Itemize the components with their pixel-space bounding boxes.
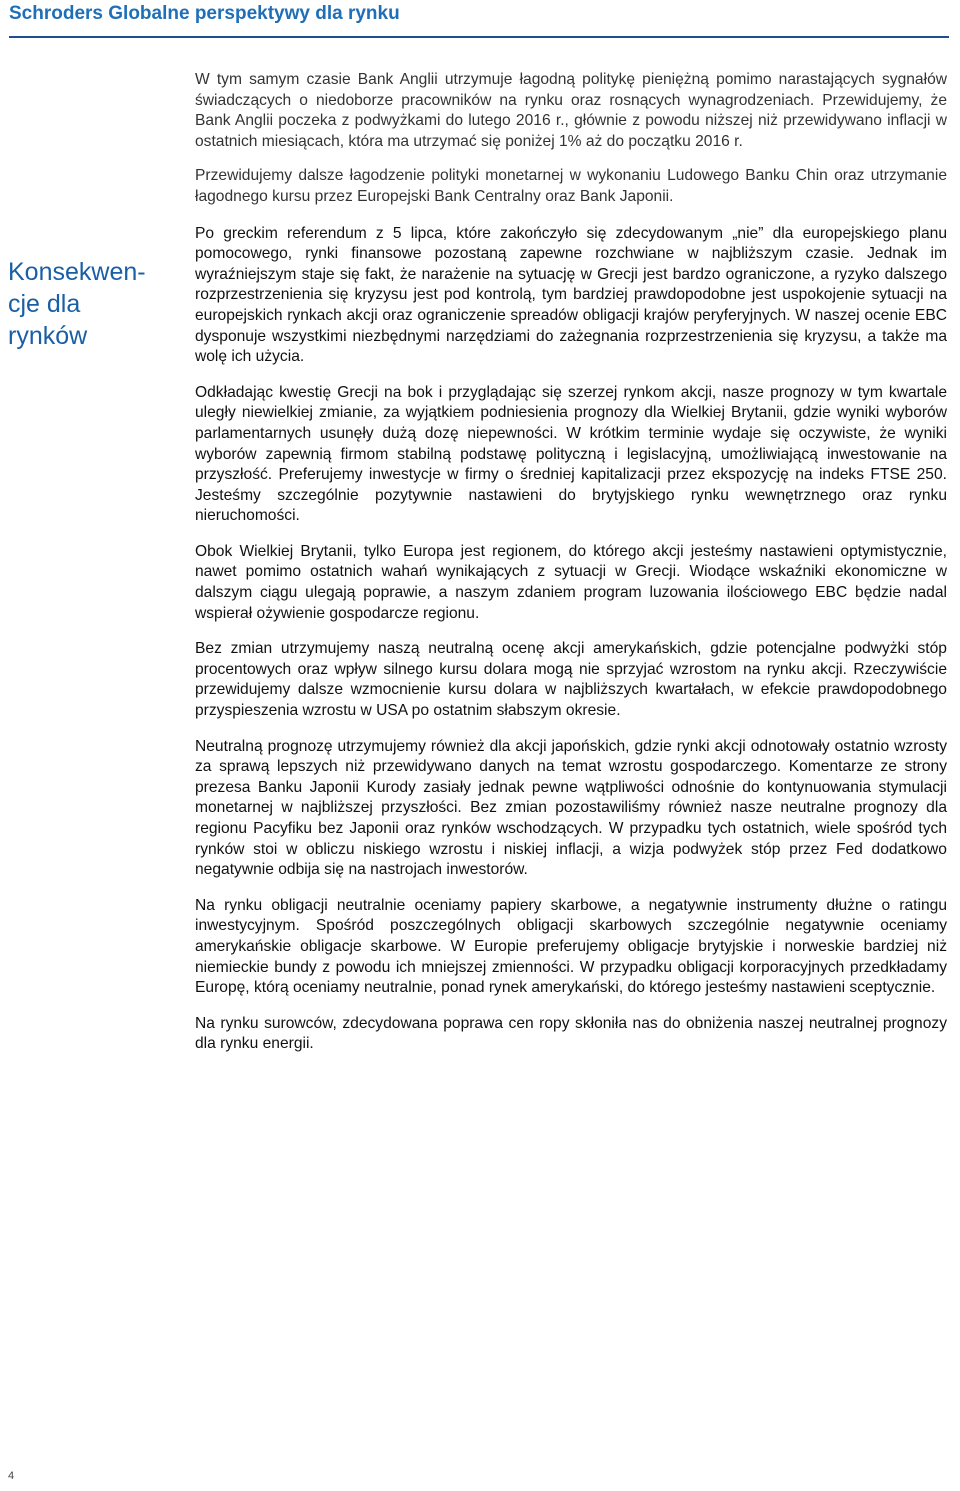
article-body	[195, 70, 947, 1070]
paragraph-us-equities: Bez zmian utrzymujemy naszą neutralną ocenę akcji amerykańskich, gdzie potencjalne podwyżki stóp procentowych oraz wpływ silnego kursu dolara mogą nie sprzyjać wzrostom na rynku akcji. Rzeczywiście przewidujemy dalsze wzmocnienie kursu dolara w najbliższych kwartałach, w efekcie prawdopodobnego przyspieszenia wzrostu w USA po ostatnim słabszym okresie.	[195, 640, 947, 720]
paragraph-bank-of-england: W tym samym czasie Bank Anglii utrzymuje łagodną politykę pieniężną pomimo narastających sygnałów świadczących o niedoborze pracowników na rynku oraz rosnących wynagrodzeniach. Przewidujemy, że Bank Anglii poczeka z podwyżkami do lutego 2016 r., głównie z powodu niższej niż przewidywano inflacji w ostatnich miesiącach, która ma utrzymać się poniżej 1% aż do początku 2016 r.	[195, 71, 947, 150]
page-number: 4	[8, 1470, 15, 1482]
paragraph-greek-referendum: Po greckim referendum z 5 lipca, które zakończyło się zdecydowanym „nie” dla europejskiego planu pomocowego, rynki finansowe pozostaną zapewne rozchwiane w najbliższym czasie. Jednak im wyraźniejszym staje się fakt, że narażenie na sytuację w Grecji jest bardzo ograniczone, a ryzyko dalszego rozprzestrzenienia się kryzysu jest pod kontrolą, tym bardziej prawdopodobne jest uspokojenie sytuacji na europejskich rynkach akcji oraz ograniczenie spreadów obligacji krajów peryferyjnych. W naszej ocenie EBC dysponuje wszystkimi niezbędnymi narzędziami do zażegnania rozprzestrzenienia się kryzysu, a także ma wolę ich użycia.	[195, 224, 947, 366]
header-divider	[9, 36, 949, 38]
section-sidebar-label: Konsekwen- cje dla rynków	[8, 258, 146, 350]
paragraph-commodities: Na rynku surowców, zdecydowana poprawa cen ropy skłoniła nas do obniżenia naszej neutralnej prognozy dla rynku energii.	[195, 1014, 947, 1053]
document-title: Schroders Globalne perspektywy dla rynku	[9, 3, 400, 24]
paragraph-europe-equities: Obok Wielkiej Brytanii, tylko Europa jest regionem, do którego akcji jesteśmy nastawieni optymistycznie, nawet pomimo ostatnich wahań wynikających z sytuacji w Grecji. Wiodące wskaźniki ekonomiczne w dalszym ciągu ulegają poprawie, a naszym zdaniem program luzowania ilościowego EBC będzie nadal wspierał ożywienie gospodarcze regionu.	[195, 542, 947, 622]
paragraph-bond-market: Na rynku obligacji neutralnie oceniamy papiery skarbowe, a negatywnie instrumenty dłużne o ratingu inwestycyjnym. Spośród poszczególnych obligacji skarbowych szczególnie negatywnie oceniamy amerykańskie obligacje skarbowe. W Europie preferujemy obligacje brytyjskie i norweskie bardziej niż niemieckie bundy z powodu ich mniejszej zmienności. W przypadku obligacji korporacyjnych przedkładamy Europę, którą oceniamy neutralnie, ponad rynek amerykański, do którego jesteśmy nastawieni sceptycznie.	[195, 896, 947, 997]
page-header	[9, 3, 949, 25]
paragraph-japan-equities: Neutralną prognozę utrzymujemy również dla akcji japońskich, gdzie rynki akcji odnotowały ostatnio wzrosty za sprawą lepszych niż przewidywano danych na temat wzrostu gospodarczego. Komentarze ze strony prezesa Banku Japonii Kurody zasiały jednak pewne wątpliwości odnośnie do kontynuowania stymulacji monetarnej w najbliższej przyszłości. Bez zmian pozostawiliśmy również nasze neutralne prognozy dla regionu Pacyfiku bez Japonii oraz rynków wschodzących. W przypadku tych ostatnich, wiele spośród tych rynków stoi w obliczu niskiego wzrostu i niskiej inflacji, a wizja podwyżek stóp przez Fed dodatkowo negatywnie odbija się na nastrojach inwestorów.	[195, 737, 947, 879]
paragraph-equity-forecasts-uk: Odkładając kwestię Grecji na bok i przyglądając się szerzej rynkom akcji, nasze prognozy w tym kwartale uległy niewielkiej zmianie, za wyjątkiem podniesienia prognozy dla Wielkiej Brytanii, gdzie wyniki wyborów parlamentarnych usunęły dużą dozę niepewności. W krótkim terminie wydaje się oczywiste, że wyniki wyborów zapewnią firmom stabilną podstawę polityczną i legislacyjną, umożliwiającą inwestowanie na przyszłość. Preferujemy inwestycje w firmy o średniej kapitalizacji przez ekspozycję na indeks FTSE 250. Jesteśmy szczególnie pozytywnie nastawieni do brytyjskiego rynku wewnętrznego oraz rynku nieruchomości.	[195, 383, 947, 525]
paragraph-monetary-easing: Przewidujemy dalsze łagodzenie polityki monetarnej w wykonaniu Ludowego Banku Chin oraz utrzymanie łagodnego kursu przez Europejski Bank Centralny oraz Bank Japonii.	[195, 167, 947, 205]
